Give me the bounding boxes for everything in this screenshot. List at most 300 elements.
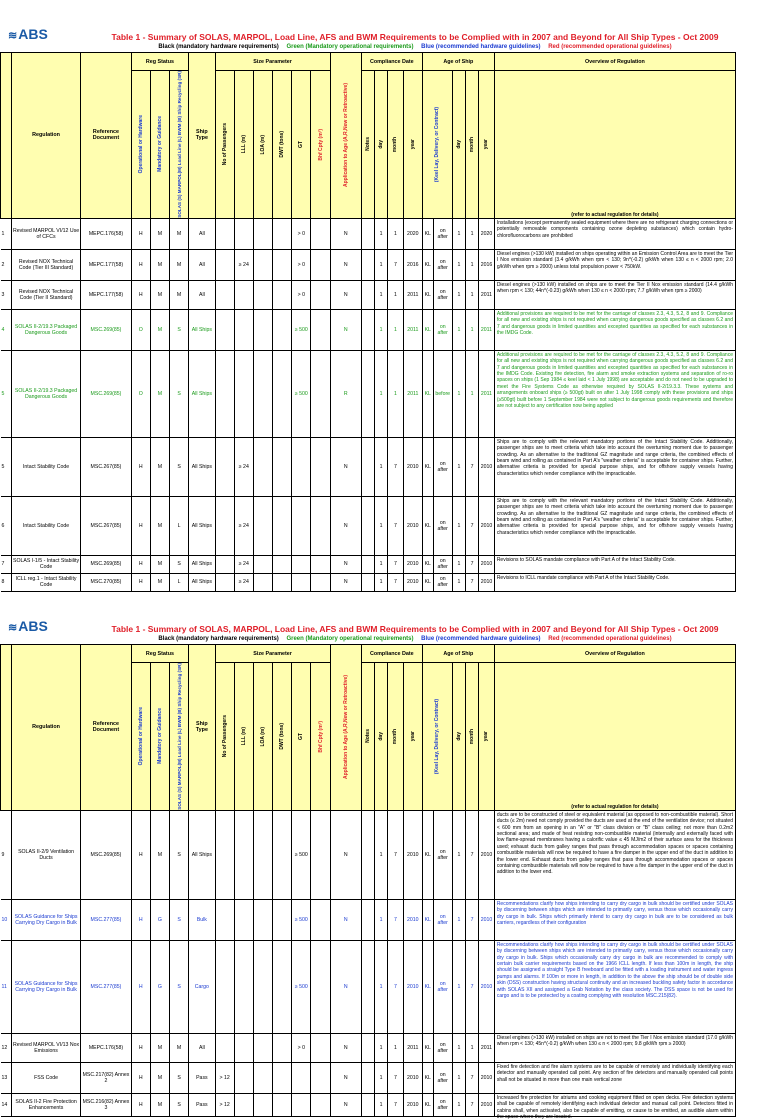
comp-year-cell: 2011 xyxy=(403,1033,422,1062)
age-year-cell: 2011 xyxy=(479,1033,495,1062)
convention-cell: S xyxy=(169,940,188,1033)
reference-cell: MEPC.176(58) xyxy=(81,1033,131,1062)
notes-cell xyxy=(361,1093,374,1116)
overview-cell xyxy=(494,218,735,249)
overview-text: Increased fire protection for atriums and cooking equipment fitted on open decks. Fire detection systems shall be capable of remotely identifying each individual detector and manual call point. Detectors fitted in cabins shall, when activated, also be capable of emitting, or cause to be emitted, an audible alarm within the space where they are located. xyxy=(496,1094,733,1120)
age-month-cell: 7 xyxy=(465,899,478,940)
ship-type-cell: All xyxy=(189,218,215,249)
bhp-cell xyxy=(311,249,330,280)
comp-year-cell: 2016 xyxy=(403,249,422,280)
overview-text: Revisions to SOLAS mandate compliance with Part A of the Intact Stability Code. xyxy=(496,556,676,563)
mand-guid-cell: M xyxy=(150,1062,169,1093)
age-day-cell: 1 xyxy=(452,810,465,899)
mand-guid-cell: M xyxy=(150,573,169,591)
passengers-cell xyxy=(215,437,234,496)
bhp-cell xyxy=(311,280,330,309)
convention-cell: S xyxy=(169,309,188,350)
comp-day-cell: 1 xyxy=(374,437,387,496)
notes-cell xyxy=(361,350,374,437)
age-day-cell: 1 xyxy=(452,218,465,249)
col-op-hw: Operational or Hardware xyxy=(137,707,144,766)
keel-cell: KL xyxy=(422,1062,433,1093)
dwt-cell xyxy=(273,350,292,437)
bhp-cell xyxy=(311,1033,330,1062)
notes-cell xyxy=(361,437,374,496)
ship-type-cell: Bulk xyxy=(189,899,215,940)
table-body xyxy=(1,218,736,591)
overview-text: Revisions to ICLL mandate compliance with Part A of the Intact Stability Code. xyxy=(496,574,670,581)
passengers-cell xyxy=(215,573,234,591)
reference-cell: MSC.270(85) xyxy=(81,573,131,591)
regulation-cell: SOLAS II-2/9 Ventilation Ducts xyxy=(11,810,81,899)
op-hw-cell: H xyxy=(131,555,150,573)
application-cell: N xyxy=(330,1062,361,1093)
notes-cell xyxy=(361,249,374,280)
overview-text: Ships are to comply with the relevant mandatory portions of the Intact Stability Code. Additionally, passenger ships are to meet criteria which take into account the overturning moment due to passenger crowding. As an alternative to the traditional GZ magnitude and range criteria, the combined effects of beam wind and rolling as contained in Part A's "weather criteria" is acceptable for container ships. Further, alternative criteria is provided for special purpose ships, and for offshore supply vessels having characteristics which render compliance with the impracticable. xyxy=(496,438,733,477)
col-mand-guid: Mandatory or Guidance xyxy=(156,116,163,173)
table-row xyxy=(1,1033,736,1062)
keel-cell: KL xyxy=(422,1033,433,1062)
age-when-cell: on after xyxy=(433,899,452,940)
age-year-cell: 2016 xyxy=(479,249,495,280)
bhp-cell xyxy=(311,810,330,899)
notes-cell xyxy=(361,496,374,555)
mand-guid-cell: M xyxy=(150,1093,169,1116)
regulation-cell: SOLAS II-2/19.3 Packaged Dangerous Goods xyxy=(11,309,81,350)
keel-cell: KL xyxy=(422,899,433,940)
age-month-cell: 1 xyxy=(465,350,478,437)
comp-day-cell: 1 xyxy=(374,496,387,555)
lll-cell xyxy=(234,1093,253,1116)
comp-day-cell: 1 xyxy=(374,810,387,899)
dwt-cell xyxy=(273,899,292,940)
age-day-cell: 1 xyxy=(452,437,465,496)
application-cell: N xyxy=(330,940,361,1033)
passengers-cell xyxy=(215,218,234,249)
loa-cell xyxy=(253,810,272,899)
loa-cell xyxy=(253,249,272,280)
mand-guid-cell: G xyxy=(150,899,169,940)
age-when-cell: on after xyxy=(433,1062,452,1093)
loa-cell xyxy=(253,437,272,496)
op-hw-cell: H xyxy=(131,940,150,1033)
loa-cell xyxy=(253,1062,272,1093)
legend-black: Black (mandatory hardware requirements) xyxy=(158,44,279,50)
reference-cell: MSC.277(85) xyxy=(81,940,131,1033)
col-loa: LOA (m) xyxy=(259,726,266,747)
reference-cell: MSC.267(85) xyxy=(81,437,131,496)
comp-day-cell: 1 xyxy=(374,899,387,940)
overview-cell xyxy=(494,940,735,1033)
col-passengers: No of Passengers xyxy=(221,715,228,758)
comp-year-cell: 2010 xyxy=(403,573,422,591)
page-title: Table 1 - Summary of SOLAS, MARPOL, Load Line, AFS and BWM Requirements to be Complied with in 2007 and Beyond for All Ship Types - Oct 2009 xyxy=(111,624,719,634)
ship-type-cell: All xyxy=(189,249,215,280)
comp-year-cell: 2010 xyxy=(403,437,422,496)
col-overview: Overview of Regulation xyxy=(494,645,735,663)
regulation-cell: Revised MARPOL VI/12 Use of CFCs xyxy=(11,218,81,249)
ship-type-cell: All Ships xyxy=(189,810,215,899)
lll-cell xyxy=(234,350,253,437)
age-day-cell: 1 xyxy=(452,1033,465,1062)
comp-month-cell: 1 xyxy=(388,350,404,437)
dwt-cell xyxy=(273,940,292,1033)
reference-cell: MSC.269(85) xyxy=(81,309,131,350)
dwt-cell xyxy=(273,810,292,899)
application-cell: N xyxy=(330,1093,361,1116)
dwt-cell xyxy=(273,309,292,350)
dwt-cell xyxy=(273,218,292,249)
passengers-cell xyxy=(215,555,234,573)
comp-month-cell: 1 xyxy=(388,1033,404,1062)
overview-text: Ships are to comply with the relevant mandatory portions of the Intact Stability Code. Additionally, passenger ships are to meet criteria which take into account the overturning moment due to passenger crowding. As an alternative to the traditional GZ magnitude and range criteria, the combined effects of beam wind and rolling as contained in Part A's "weather criteria" is acceptable for container ships. Further, alternative criteria is provided for special purpose ships, and for offshore supply vessels having characteristics which render compliance with the impracticable. xyxy=(496,497,733,536)
col-gt: GT xyxy=(298,140,305,148)
age-year-cell: 2010 xyxy=(479,899,495,940)
col-reg-status: Reg Status xyxy=(131,645,189,663)
keel-cell: KL xyxy=(422,218,433,249)
age-year-cell: 2010 xyxy=(479,573,495,591)
gt-cell: > 0 xyxy=(292,280,311,309)
gt-cell: > 0 xyxy=(292,218,311,249)
dwt-cell xyxy=(273,249,292,280)
age-year-cell: 2010 xyxy=(479,1093,495,1116)
op-hw-cell: O xyxy=(131,350,150,437)
age-year-cell: 2010 xyxy=(479,555,495,573)
comp-month-cell: 7 xyxy=(388,940,404,1033)
logo-text: ABS xyxy=(18,26,48,42)
dwt-cell xyxy=(273,573,292,591)
convention-cell: S xyxy=(169,1062,188,1093)
age-when-cell: on after xyxy=(433,1093,452,1116)
col-loa: LOA (m) xyxy=(259,134,266,155)
col-age-day: day xyxy=(455,732,462,741)
passengers-cell xyxy=(215,940,234,1033)
table-row xyxy=(1,555,736,573)
reference-cell: MEPC.177(58) xyxy=(81,249,131,280)
col-op-hw: Operational or Hardware xyxy=(137,115,144,174)
application-cell: N xyxy=(330,573,361,591)
table-row xyxy=(1,218,736,249)
comp-year-cell: 2010 xyxy=(403,555,422,573)
mand-guid-cell: M xyxy=(150,496,169,555)
overview-cell xyxy=(494,280,735,309)
application-cell: N xyxy=(330,899,361,940)
op-hw-cell: H xyxy=(131,1093,150,1116)
bhp-cell xyxy=(311,555,330,573)
application-cell: N xyxy=(330,437,361,496)
age-day-cell: 1 xyxy=(452,1062,465,1093)
age-year-cell: 2011 xyxy=(479,350,495,437)
op-hw-cell: H xyxy=(131,437,150,496)
age-when-cell: on after xyxy=(433,309,452,350)
keel-cell: KL xyxy=(422,940,433,1033)
passengers-cell xyxy=(215,899,234,940)
passengers-cell xyxy=(215,249,234,280)
age-year-cell: 2010 xyxy=(479,810,495,899)
overview-cell xyxy=(494,1093,735,1120)
row-number: 11 xyxy=(1,940,12,1033)
col-notes: Notes xyxy=(364,729,371,744)
overview-text: Installations (except permanently sealed equipment where there are no refrigerant charging connections or potentially removable components containing ozone depleting substances) which contain hydro-chlorofluorocarbons are prohibited xyxy=(496,219,733,239)
age-when-cell: on after xyxy=(433,249,452,280)
lll-cell xyxy=(234,1062,253,1093)
loa-cell xyxy=(253,309,272,350)
gt-cell xyxy=(292,1093,311,1116)
regulation-cell: Revised NOX Technical Code (Tier II Standard) xyxy=(11,280,81,309)
comp-day-cell: 1 xyxy=(374,573,387,591)
comp-month-cell: 7 xyxy=(388,249,404,280)
mand-guid-cell: M xyxy=(150,350,169,437)
age-when-cell: on after xyxy=(433,496,452,555)
mand-guid-cell: M xyxy=(150,1033,169,1062)
ship-type-cell: Cargo xyxy=(189,940,215,1033)
col-ship-type: Ship Type xyxy=(189,53,215,219)
comp-year-cell: 2010 xyxy=(403,1093,422,1116)
comp-month-cell: 7 xyxy=(388,496,404,555)
row-number: 5 xyxy=(1,437,12,496)
keel-cell: KL xyxy=(422,249,433,280)
table-row xyxy=(1,496,736,555)
application-cell: N xyxy=(330,218,361,249)
loa-cell xyxy=(253,1093,272,1116)
col-passengers: No of Passengers xyxy=(221,123,228,166)
lll-cell: ≥ 24 xyxy=(234,249,253,280)
col-age-day: day xyxy=(455,140,462,149)
overview-cell xyxy=(494,437,735,496)
ship-type-cell: All xyxy=(189,1033,215,1062)
age-year-cell: 2010 xyxy=(479,437,495,496)
age-year-cell: 2011 xyxy=(479,309,495,350)
convention-cell: M xyxy=(169,249,188,280)
bhp-cell xyxy=(311,940,330,1033)
row-number: 9 xyxy=(1,810,12,899)
comp-year-cell: 2010 xyxy=(403,810,422,899)
lll-cell: ≥ 24 xyxy=(234,573,253,591)
bhp-cell xyxy=(311,573,330,591)
col-size-param: Size Parameter xyxy=(215,645,330,663)
overview-text: ducts are to be constructed of steel or equivalent material (as opposed to non-combustible material). Short ducts (≤ 2m) need not comply provided the ducts are used at the end of the ventilation device; not situated < 600 mm from an opening in an "A" or "B" class division or "B" class ceiling; not more than 0.2m2 sectional area; and made of heat resisting non-combustible material (internally and externally faced with low flame-spread membranes having a calorific value ≤ 45 MJ/m2 of their surface area for the thickness used; exhaust ducts from galley ranges that pass through accommodation spaces or spaces containing combustible materials will now be required to have a fire damper in the upper end of the duct in addition to the lower end. Exhaust ducts from galley ranges that pass through accommodation spaces or spaces containing combustible materials will now be required to have a fire damper in the upper end of the duct in addition to the lower end. xyxy=(496,811,733,876)
gt-cell xyxy=(292,573,311,591)
gt-cell: > 0 xyxy=(292,249,311,280)
col-size-param: Size Parameter xyxy=(215,53,330,71)
mand-guid-cell: M xyxy=(150,437,169,496)
gt-cell xyxy=(292,1062,311,1093)
lll-cell xyxy=(234,280,253,309)
requirements-table xyxy=(0,52,736,592)
lll-cell xyxy=(234,899,253,940)
op-hw-cell: H xyxy=(131,810,150,899)
age-day-cell: 1 xyxy=(452,280,465,309)
table-row xyxy=(1,437,736,496)
table-row xyxy=(1,899,736,940)
gt-cell xyxy=(292,555,311,573)
age-when-cell: on after xyxy=(433,555,452,573)
col-regulation: Regulation xyxy=(11,53,81,219)
convention-cell: M xyxy=(169,1033,188,1062)
loa-cell xyxy=(253,555,272,573)
row-number: 3 xyxy=(1,280,12,309)
legend-red: Red (recommended operational guidelines) xyxy=(548,44,672,50)
legend-blue: Blue (recommended hardware guidelines) xyxy=(421,636,541,642)
legend-green: Green (Mandatory operational requirements) xyxy=(286,44,414,50)
notes-cell xyxy=(361,899,374,940)
convention-cell: S xyxy=(169,555,188,573)
col-day: day xyxy=(378,732,385,741)
bhp-cell xyxy=(311,1062,330,1093)
col-notes: Notes xyxy=(364,137,371,152)
passengers-cell xyxy=(215,309,234,350)
keel-cell: KL xyxy=(422,810,433,899)
mand-guid-cell: M xyxy=(150,218,169,249)
bhp-cell xyxy=(311,218,330,249)
col-convention: SOLAS (S) MARPOL(M) Load Line (L) BWM (B) Ship Recycling (SR) xyxy=(176,71,182,218)
col-age-month: month xyxy=(469,136,476,153)
age-month-cell: 1 xyxy=(465,1033,478,1062)
loa-cell xyxy=(253,280,272,309)
table-body xyxy=(1,810,736,1120)
age-when-cell: on after xyxy=(433,1033,452,1062)
notes-cell xyxy=(361,280,374,309)
age-day-cell: 1 xyxy=(452,1093,465,1116)
col-bhp: Bhf Cpty (m³) xyxy=(317,128,324,161)
age-month-cell: 7 xyxy=(465,1062,478,1093)
color-legend xyxy=(70,636,760,642)
convention-cell: S xyxy=(169,810,188,899)
comp-day-cell: 1 xyxy=(374,1062,387,1093)
reference-cell: MSC.216(82) Annex 3 xyxy=(81,1093,131,1116)
passengers-cell xyxy=(215,350,234,437)
dwt-cell xyxy=(273,437,292,496)
reference-cell: MSC.269(85) xyxy=(81,350,131,437)
overview-text: Diesel engines (>130 kW) installed on ships are not to meet the Tier I Nox emission standard (17.0 g/kWh when rpm < 130; 45n^(-0.2) g/kWh when 130 ≤ n < 2000 rpm; 9.8 g/kWh rpm ≥ 2000) xyxy=(496,1034,733,1048)
comp-year-cell: 2011 xyxy=(403,309,422,350)
convention-cell: S xyxy=(169,437,188,496)
dwt-cell xyxy=(273,1033,292,1062)
comp-month-cell: 1 xyxy=(388,218,404,249)
gt-cell xyxy=(292,496,311,555)
gt-cell: ≥ 500 xyxy=(292,940,311,1033)
application-cell: R xyxy=(330,350,361,437)
logo-text: ABS xyxy=(18,618,48,634)
keel-cell: KL xyxy=(422,280,433,309)
notes-cell xyxy=(361,1062,374,1093)
ship-type-cell: All Ships xyxy=(189,437,215,496)
overview-cell xyxy=(494,899,735,940)
col-reference: Reference Document xyxy=(81,53,131,219)
gt-cell: ≥ 500 xyxy=(292,899,311,940)
comp-day-cell: 1 xyxy=(374,218,387,249)
col-month: month xyxy=(392,728,399,745)
overview-cell xyxy=(494,1062,735,1093)
regulation-cell: Revised NOX Technical Code (Tier III Standard) xyxy=(11,249,81,280)
lll-cell xyxy=(234,810,253,899)
regulation-cell: SOLAS II-2/19.3 Packaged Dangerous Goods xyxy=(11,350,81,437)
col-age-of-ship: Age of Ship xyxy=(422,53,494,71)
comp-month-cell: 7 xyxy=(388,899,404,940)
comp-day-cell: 1 xyxy=(374,940,387,1033)
col-reg-status: Reg Status xyxy=(131,53,189,71)
age-day-cell: 1 xyxy=(452,309,465,350)
ship-type-cell: All Ships xyxy=(189,350,215,437)
reference-cell: MSC.277(85) xyxy=(81,899,131,940)
convention-cell: L xyxy=(169,496,188,555)
overview-text: Diesel engines (>130 kW) installed on ships operating within an Emission Control Area are to meet the Tier I Nox emission standard (3.4 g/kWh when rpm < 130; 9n^(-0.2) g/kWh when 130 ≤ n < 2000 rpm; 2.0 g/kWh when rpm ≥ 2000) unless total propulsion power < 750kW. xyxy=(496,250,733,270)
col-convention: SOLAS (S) MARPOL(M) Load Line (L) BWM (B) Ship Recycling (SR) xyxy=(176,663,182,810)
comp-day-cell: 1 xyxy=(374,309,387,350)
page-title: Table 1 - Summary of SOLAS, MARPOL, Load Line, AFS and BWM Requirements to be Complied with in 2007 and Beyond for All Ship Types - Oct 2009 xyxy=(111,32,719,42)
keel-cell: KL xyxy=(422,350,433,437)
overview-text: Additional provisions are required to be met for the carriage of classes 2.3, 4.3, 5.2, 8 and 9. Compliance for all new and existing ships is not required when carrying dangerous goods specified as classes 6.2 and 7 and dangerous goods in limited quantities and excepted quantities as specified for each substances in the IMDG Code. xyxy=(496,310,733,336)
legend-red: Red (recommended operational guidelines) xyxy=(548,636,672,642)
loa-cell xyxy=(253,573,272,591)
keel-cell: KL xyxy=(422,555,433,573)
comp-year-cell: 2011 xyxy=(403,280,422,309)
mand-guid-cell: M xyxy=(150,280,169,309)
op-hw-cell: H xyxy=(131,573,150,591)
overview-cell xyxy=(494,573,735,591)
row-number: 6 xyxy=(1,496,12,555)
age-day-cell: 1 xyxy=(452,496,465,555)
comp-day-cell: 1 xyxy=(374,280,387,309)
comp-day-cell: 1 xyxy=(374,1033,387,1062)
passengers-cell xyxy=(215,810,234,899)
legend-black: Black (mandatory hardware requirements) xyxy=(158,636,279,642)
abs-logo xyxy=(8,618,48,634)
table-row xyxy=(1,280,736,309)
bhp-cell xyxy=(311,496,330,555)
comp-month-cell: 1 xyxy=(388,309,404,350)
comp-day-cell: 1 xyxy=(374,1093,387,1116)
col-year: year xyxy=(409,731,416,742)
age-when-cell: on after xyxy=(433,940,452,1033)
overview-text: Additional provisions are required to be met for the carriage of classes 2.3, 4.3, 5.2, 8 and 9. Compliance for all new and existing ships is not required when carrying dangerous goods specified as classes 6.2 and 7 and dangerous goods in limited quantities and excepted quantities as specified for each substances in the IMDG Code. Existing fire detection, fire alarm and smoke extraction systems and separation of ro-ro spaces on ships (1 Sep 1984 ≤ keel laid < 1 July 1998) are acceptable and do not need to be upgraded to meet the Fire Systems Code as otherwise required by SOLAS II-2/19.3.3. These systems and arrangements onboard ships (≥ 500gt) built on after 1 July 1998 comply with these provisions and ships (≥500gt) built before 1 September 1984 were not subject to dangerous goods requirements and therefore are not subject to any certification now being applied xyxy=(496,351,733,409)
gt-cell: ≥ 500 xyxy=(292,810,311,899)
op-hw-cell: H xyxy=(131,1062,150,1093)
col-dwt: DWT (tons) xyxy=(279,131,286,158)
age-day-cell: 1 xyxy=(452,555,465,573)
comp-year-cell: 2010 xyxy=(403,899,422,940)
age-month-cell: 7 xyxy=(465,496,478,555)
col-age-of-ship: Age of Ship xyxy=(422,645,494,663)
overview-cell xyxy=(494,249,735,280)
legend-green: Green (Mandatory operational requirements) xyxy=(286,636,414,642)
lll-cell xyxy=(234,309,253,350)
table-row xyxy=(1,573,736,591)
reference-cell: MSC.217(82) Annex 2 xyxy=(81,1062,131,1093)
row-number: 2 xyxy=(1,249,12,280)
application-cell: N xyxy=(330,1033,361,1062)
regulation-cell: SOLAS Guidance for Ships Carrying Dry Cargo in Bulk xyxy=(11,899,81,940)
application-cell: N xyxy=(330,309,361,350)
age-day-cell: 1 xyxy=(452,573,465,591)
col-age-year: year xyxy=(483,139,490,150)
overview-cell xyxy=(494,1033,735,1062)
row-number: 10 xyxy=(1,899,12,940)
legend-blue: Blue (recommended hardware guidelines) xyxy=(421,44,541,50)
lll-cell: ≥ 24 xyxy=(234,555,253,573)
convention-cell: M xyxy=(169,218,188,249)
op-hw-cell: O xyxy=(131,309,150,350)
col-ship-type: Ship Type xyxy=(189,645,215,811)
regulation-cell: SOLAS II-2 Fire Protection Enhancements xyxy=(11,1093,81,1116)
row-number: 14 xyxy=(1,1093,12,1116)
ship-type-cell: Pass xyxy=(189,1093,215,1116)
keel-cell: KL xyxy=(422,496,433,555)
comp-month-cell: 7 xyxy=(388,810,404,899)
convention-cell: L xyxy=(169,573,188,591)
table-row xyxy=(1,810,736,899)
requirements-table xyxy=(0,644,736,1120)
